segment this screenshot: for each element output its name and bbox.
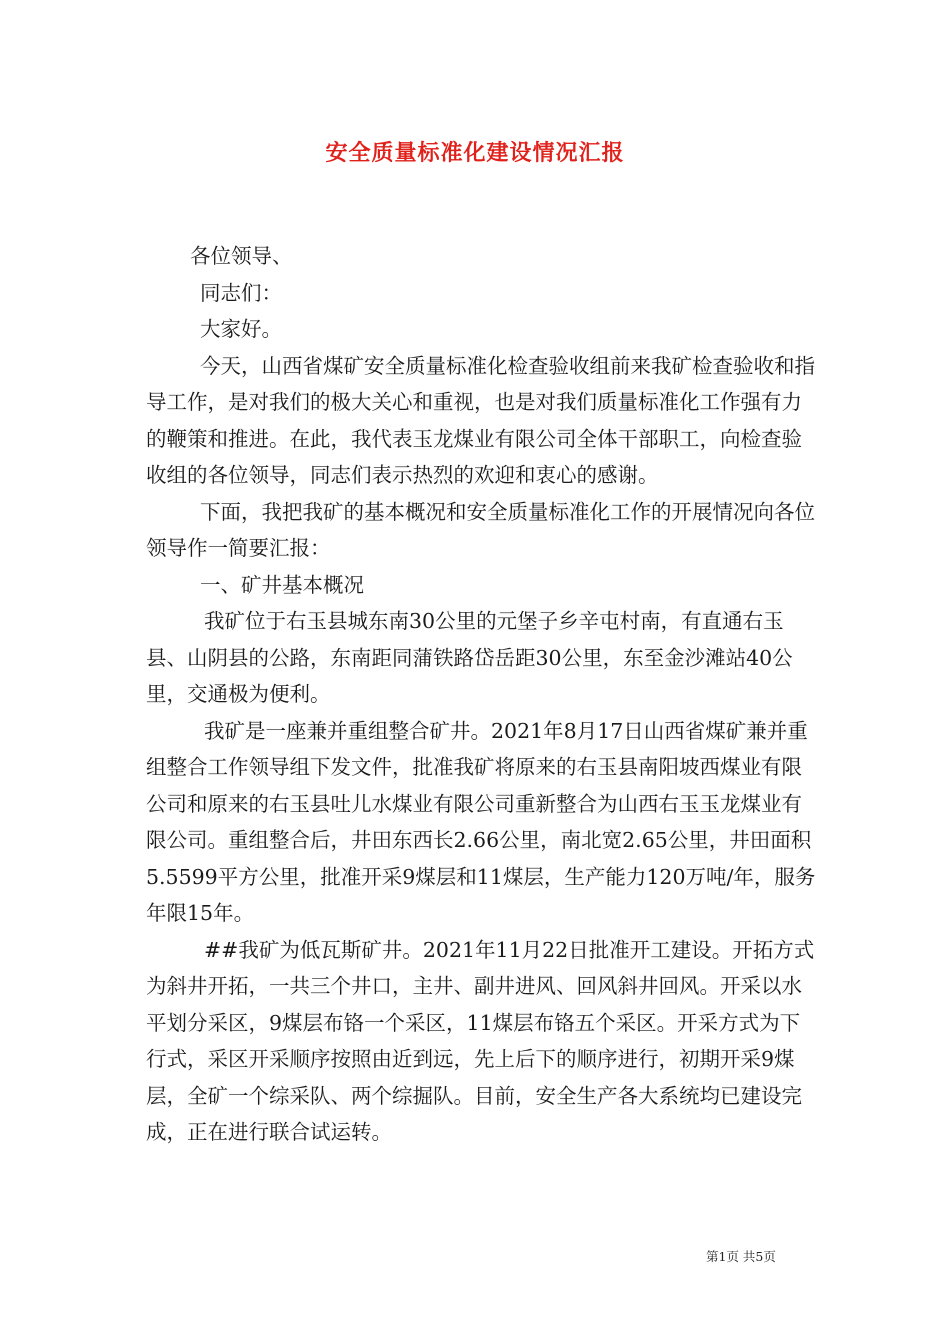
greeting-leaders: 各位领导、 bbox=[190, 244, 293, 268]
paragraph-merger: 我矿是一座兼并重组整合矿井。2021年8月17日山西省煤矿兼并重组整合工作领导组下发文件，批准我矿将原来的右玉县南阳坡西煤业有限公司和原来的右玉县吐儿水煤业有限公司重新整合为山西右玉玉龙煤业有限公司。重组整合后，井田东西长2.66公里，南北宽2.65公里，井田面积5.5599平方公里，批准开采9煤层和11煤层，生产能力120万吨/年，服务年限15年。 bbox=[146, 718, 816, 925]
paragraph-welcome: 今天，山西省煤矿安全质量标准化检查验收组前来我矿检查验收和指导工作，是对我们的极大关心和重视，也是对我们质量标准化工作强有力的鞭策和推进。在此，我代表玉龙煤业有限公司全体干部职工，向检查验收组的各位领导，同志们表示热烈的欢迎和衷心的感谢。 bbox=[146, 353, 815, 487]
document-title: 安全质量标准化建设情况汇报 bbox=[325, 140, 625, 166]
section-heading-overview: 一、矿井基本概况 bbox=[200, 572, 364, 597]
greeting-comrades: 同志们： bbox=[200, 280, 282, 305]
paragraph-location: 我矿位于右玉县城东南30公里的元堡子乡辛屯村南，有直通右玉县、山阴县的公路，东南距同蒲铁路岱岳距30公里，东至金沙滩站40公里，交通极为便利。 bbox=[146, 609, 793, 706]
greeting-hello: 大家好。 bbox=[200, 317, 282, 341]
document-body bbox=[146, 238, 816, 1151]
paragraph-intro: 下面，我把我矿的基本概况和安全质量标准化工作的开展情况向各位领导作一简要汇报： bbox=[146, 499, 815, 560]
paragraph-mine-status: ##我矿为低瓦斯矿井。2021年11月22日批准开工建设。开拓方式为斜井开拓，一共三个井口，主井、副井进风、回风斜井回风。开采以水平划分采区，9煤层布铬一个采区，11煤层布铬五个采区。开采方式为下行式，采区开采顺序按照由近到远，先上后下的顺序进行，初期开采9煤层，全矿一个综采队、两个综掘队。目前，安全生产各大系统均已建设完成，正在进行联合试运转。 bbox=[146, 937, 815, 1144]
page-number: 第1页 共5页 bbox=[706, 1249, 776, 1264]
